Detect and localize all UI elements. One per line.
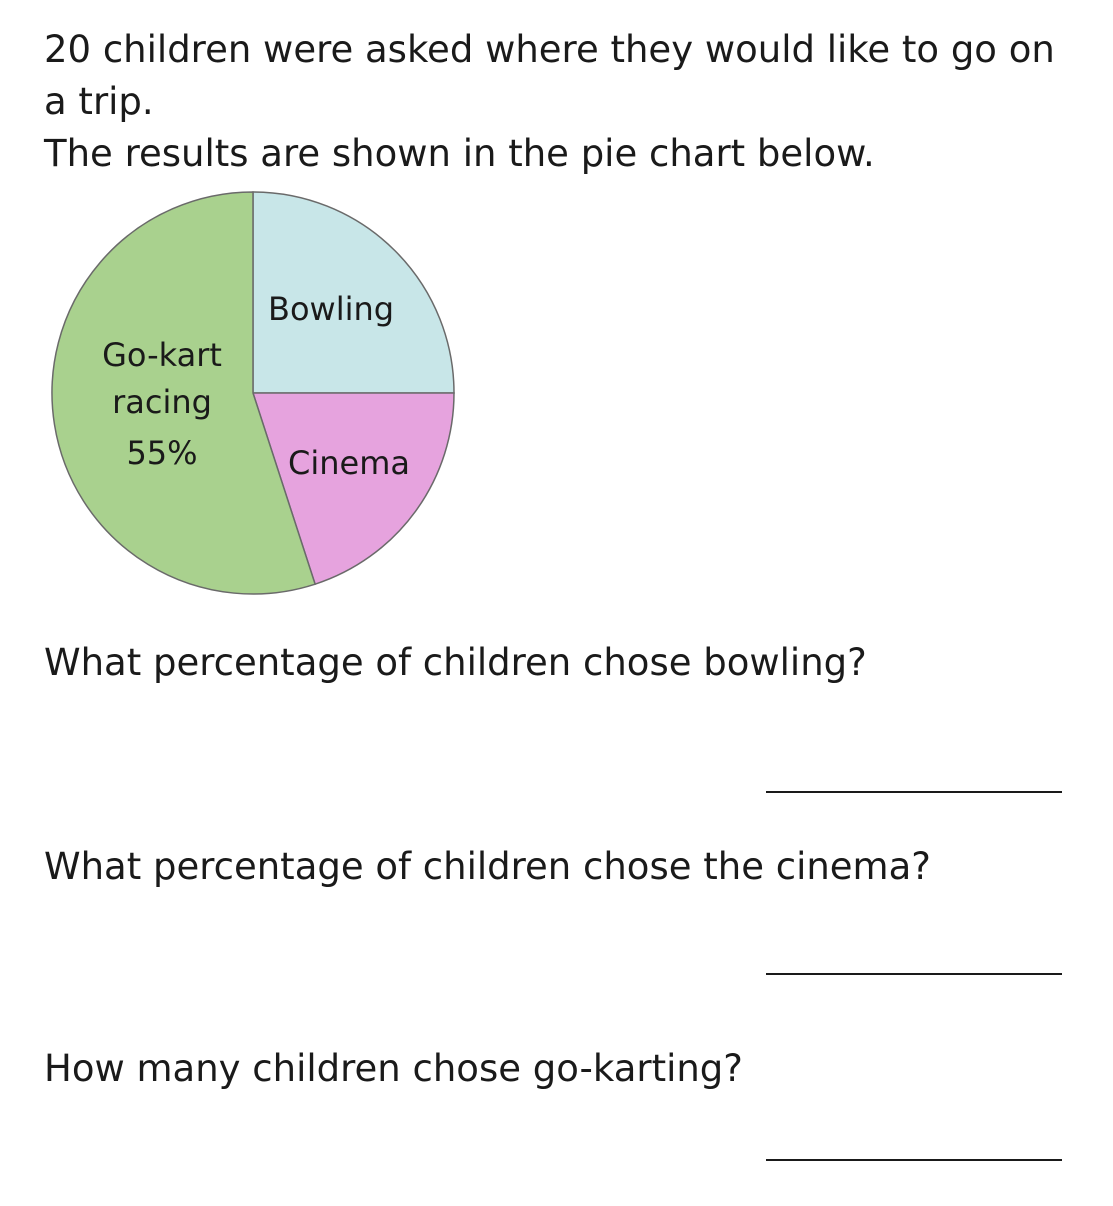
slice-label-go-kart-line-1: Go-kart xyxy=(102,336,222,374)
slice-label-bowling: Bowling xyxy=(268,290,395,328)
slice-label-go-kart-line-2: racing xyxy=(112,383,212,421)
pie-chart xyxy=(40,188,470,608)
slice-label-cinema: Cinema xyxy=(288,444,410,482)
question-3: How many children chose go-karting? xyxy=(44,1047,743,1090)
intro-line-1: 20 children were asked where they would like to go on a trip. xyxy=(44,28,1055,123)
answer-line-2[interactable] xyxy=(766,973,1062,975)
intro-line-2: The results are shown in the pie chart below. xyxy=(44,132,875,175)
intro-text xyxy=(44,24,1084,180)
slice-value-go-kart: 55% xyxy=(126,434,198,472)
answer-line-1[interactable] xyxy=(766,791,1062,793)
question-2: What percentage of children chose the cinema? xyxy=(44,845,931,888)
answer-line-3[interactable] xyxy=(766,1159,1062,1161)
question-1: What percentage of children chose bowling? xyxy=(44,641,867,684)
